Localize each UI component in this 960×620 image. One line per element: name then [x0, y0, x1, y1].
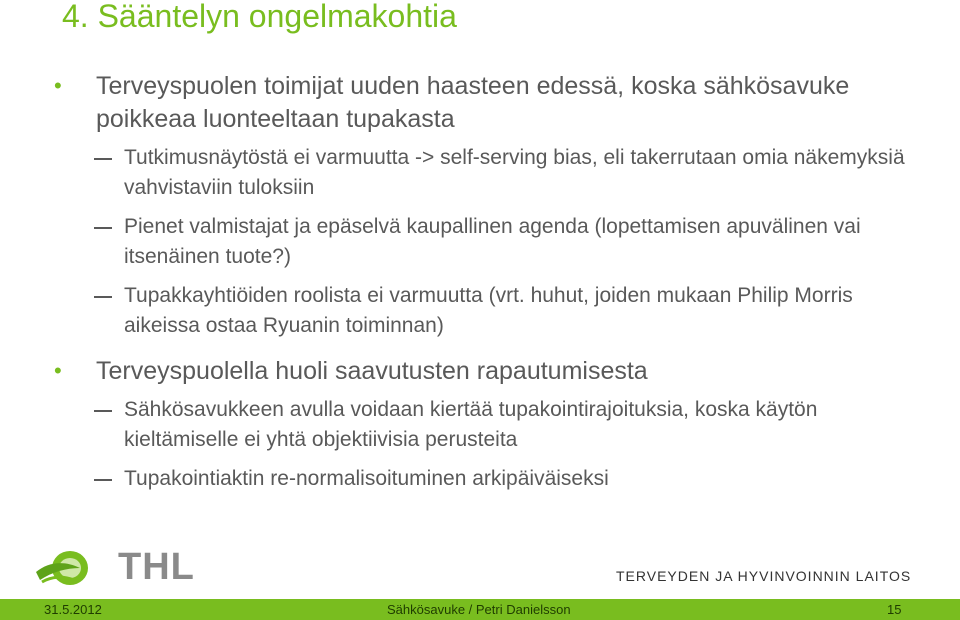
- sub-bullet-text: Pienet valmistajat ja epäselvä kaupallinen agenda (lopettamisen apuvälinen vai itsenäinen tuote?): [124, 215, 861, 268]
- footer-presentation: Sähkösavuke / Petri Danielsson: [387, 602, 571, 617]
- footer-bar: [0, 599, 960, 620]
- bullet-2-text: Terveyspuolella huoli saavutusten rapautumisesta: [96, 357, 648, 385]
- organization-name: TERVEYDEN JA HYVINVOINNIN LAITOS: [616, 568, 912, 584]
- slide-title: 4. Sääntelyn ongelmakohtia: [62, 0, 457, 34]
- sub-bullet-text: Tupakointiaktin re-normalisoituminen arkipäiväiseksi: [124, 467, 609, 490]
- sub-bullet-text: Sähkösavukkeen avulla voidaan kiertää tupakointirajoituksia, koska käytön kieltämiselle ei yhtä objektiivisia perusteita: [124, 398, 818, 451]
- thl-logo: [34, 546, 195, 588]
- dash-icon: [94, 158, 112, 160]
- bullet-dot-icon: •: [54, 358, 62, 383]
- sub-bullet-2-1: [124, 395, 924, 455]
- footer-date: 31.5.2012: [44, 602, 102, 617]
- page-number: 15: [887, 602, 902, 617]
- dash-icon: [94, 227, 112, 229]
- dash-icon: [94, 479, 112, 481]
- sub-bullet-1-3: [124, 281, 924, 341]
- sub-bullet-1-2: [124, 212, 924, 272]
- logo-text: THL: [118, 546, 195, 588]
- bullet-dot-icon: •: [54, 73, 62, 98]
- sub-bullet-text: Tupakkayhtiöiden roolista ei varmuutta (vrt. huhut, joiden mukaan Philip Morris aikeissa ostaa Ryuanin toiminnan): [124, 284, 853, 337]
- dash-icon: [94, 296, 112, 298]
- bullet-1-text: Terveyspuolen toimijat uuden haasteen edessä, koska sähkösavuke poikkeaa luonteeltaan tupakasta: [96, 72, 850, 133]
- leaf-logo-icon: [34, 546, 118, 588]
- sub-bullet-2-2: [124, 464, 924, 494]
- dash-icon: [94, 410, 112, 412]
- bullet-2: [54, 355, 916, 388]
- bullet-1: [54, 70, 916, 136]
- sub-bullet-text: Tutkimusnäytöstä ei varmuutta -> self-serving bias, eli takerrutaan omia näkemyksiä vahvistaviin tuloksiin: [124, 146, 905, 199]
- sub-bullet-1-1: [124, 143, 924, 203]
